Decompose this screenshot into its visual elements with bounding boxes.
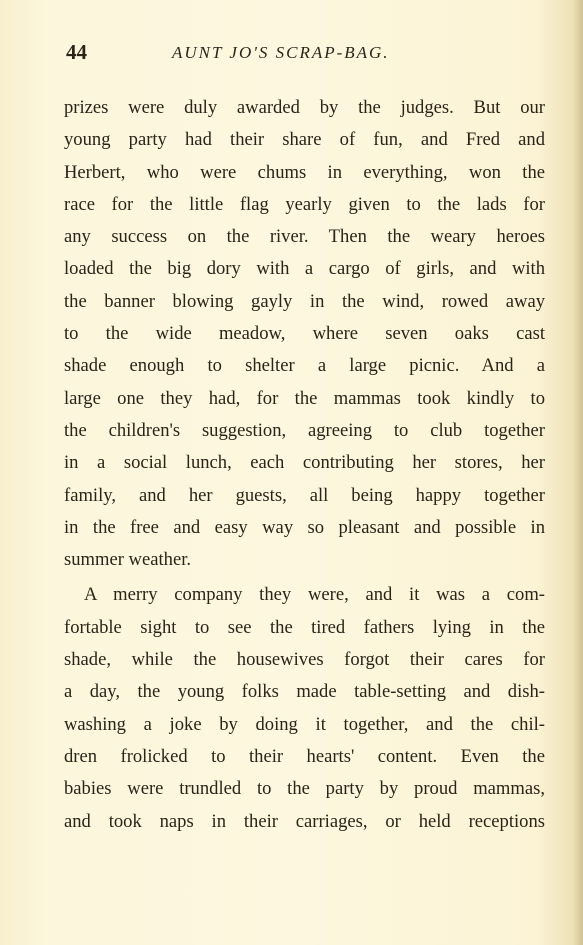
text-line: A merry company they were, and it was a com-	[84, 584, 545, 606]
text-line: the banner blowing gayly in the wind, rowed away	[64, 290, 545, 312]
text-line: shade enough to shelter a large picnic. And a	[64, 355, 545, 377]
text-line: shade, while the housewives forgot their cares for	[64, 649, 545, 671]
page-header	[66, 40, 546, 68]
text-line: any success on the river. Then the weary heroes	[64, 226, 545, 248]
page-number: 44	[66, 40, 87, 64]
text-line: dren frolicked to their hearts' content. Even the	[64, 745, 545, 767]
text-line: summer weather.	[64, 549, 192, 571]
paragraph-2	[64, 579, 545, 837]
text-line: to the wide meadow, where seven oaks cast	[64, 323, 545, 345]
text-line: in the free and easy way so pleasant and possible in	[64, 516, 545, 538]
paragraph-1	[64, 92, 545, 576]
text-line: race for the little flag yearly given to the lads for	[64, 193, 545, 215]
text-line: prizes were duly awarded by the judges. But our	[64, 97, 545, 118]
text-line: washing a joke by doing it together, and the chil-	[64, 713, 545, 735]
text-line: Herbert, who were chums in everything, won the	[64, 161, 545, 183]
text-line: the children's suggestion, agreeing to club together	[64, 419, 545, 441]
text-line: fortable sight to see the tired fathers lying in the	[64, 616, 545, 638]
text-line: babies were trundled to the party by proud mammas,	[64, 778, 545, 800]
text-line: family, and her guests, all being happy together	[64, 484, 545, 506]
text-line: a day, the young folks made table-setting and dish-	[64, 681, 545, 703]
text-line: loaded the big dory with a cargo of girls, and with	[64, 258, 545, 280]
text-line: and took naps in their carriages, or held receptions	[64, 810, 545, 832]
text-line: young party had their share of fun, and Fred and	[64, 129, 545, 151]
running-title: AUNT JO'S SCRAP-BAG.	[172, 43, 390, 62]
text-line: large one they had, for the mammas took kindly to	[64, 387, 545, 409]
body-text	[64, 92, 545, 838]
text-line: in a social lunch, each contributing her stores, her	[64, 452, 545, 474]
page-edge-shadow	[573, 0, 583, 945]
